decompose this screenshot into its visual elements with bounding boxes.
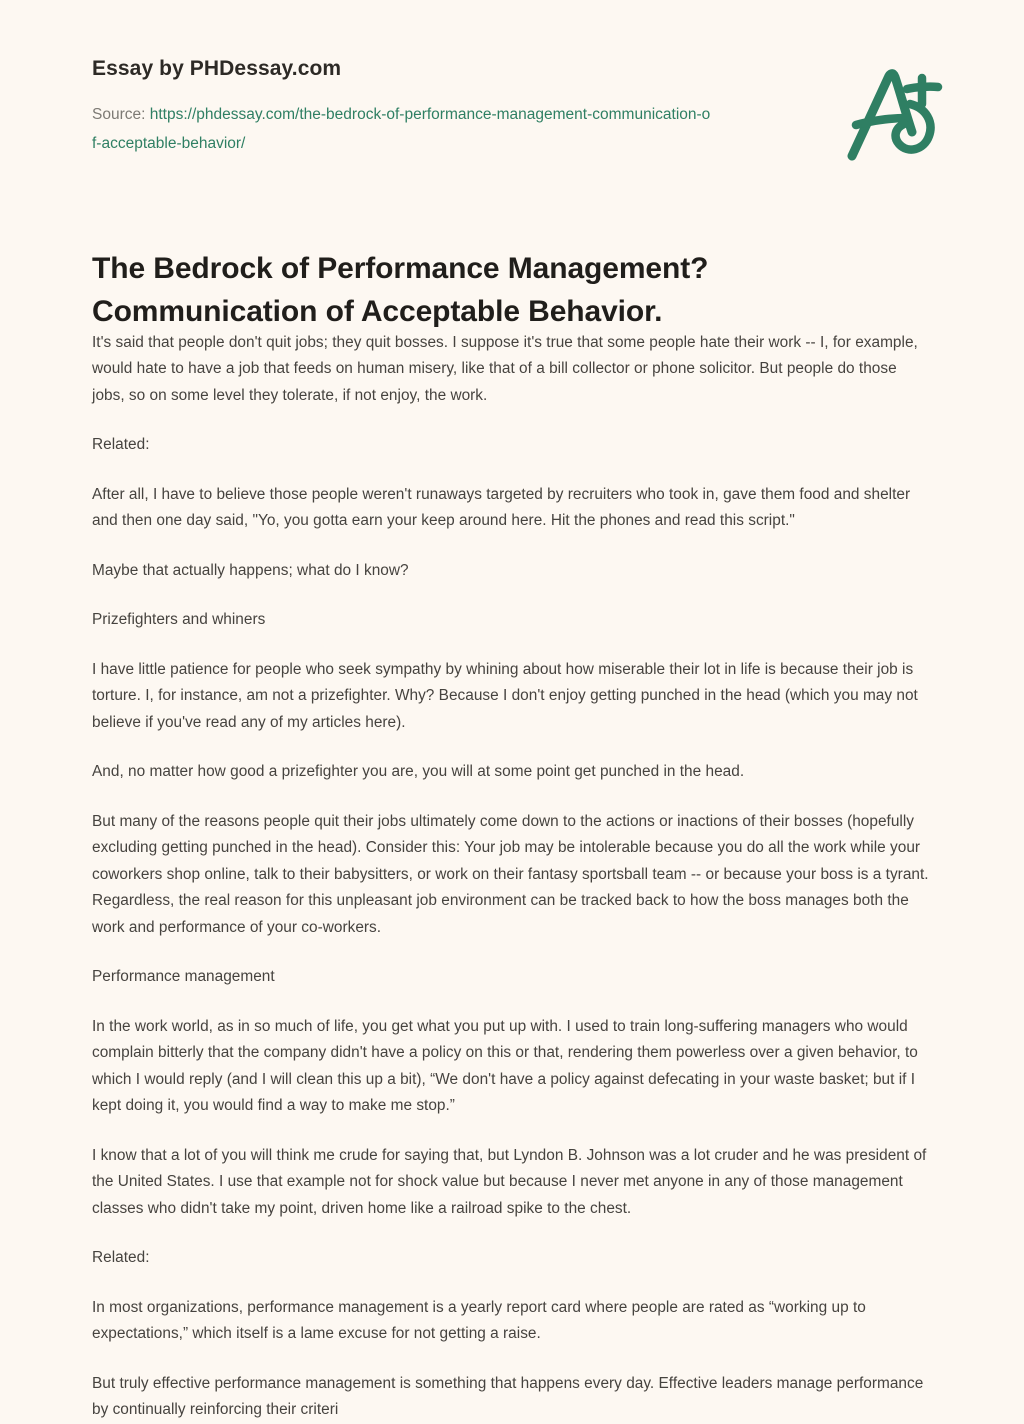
aplus-logo-icon bbox=[834, 52, 954, 172]
paragraph: After all, I have to believe those people weren't runaways targeted by recruiters who took in, gave them food and shelter and then one day said, "Yo, you gotta earn your keep around here. Hit the phones and read this script." bbox=[92, 485, 911, 530]
related-label: Related: bbox=[92, 436, 150, 454]
source-label: Source: bbox=[92, 106, 146, 124]
paragraph: It's said that people don't quit jobs; they quit bosses. I suppose it's true that some people hate their work -- I, for example, would hate to have a job that feeds on human misery, like that of a bill collector or phone solicitor. But people do those jobs, so on some level they tolerate, if not enjoy, the work. bbox=[92, 334, 918, 404]
paragraph: I know that a lot of you will think me crude for saying that, but Lyndon B. Johnson was a lot cruder and he was president of the United States. I use that example not for shock value but because I never met anyone in any of those management classes who didn't take my point, driven home like a railroad spike to the chest. bbox=[92, 1146, 927, 1217]
source-line bbox=[92, 101, 712, 158]
paragraph: Maybe that actually happens; what do I know? bbox=[92, 561, 409, 579]
paragraph: In most organizations, performance management is a yearly report card where people are rated as “working up to expectations,” which itself is a lame excuse for not getting a raise. bbox=[92, 1298, 866, 1343]
paragraph-truncated: But truly effective performance management is something that happens every day. Effective leaders manage performance by continually reinforcing their criteri bbox=[92, 1374, 924, 1419]
paragraph: And, no matter how good a prizefighter you are, you will at some point get punched in the head. bbox=[92, 763, 745, 781]
section-heading-prizefighters: Prizefighters and whiners bbox=[92, 611, 266, 629]
source-url-link[interactable]: https://phdessay.com/the-bedrock-of-performance-management-communication-of-acceptable-behavior/ bbox=[92, 106, 711, 152]
brand-title: Essay by PHDessay.com bbox=[92, 57, 342, 80]
article-body bbox=[92, 330, 932, 1424]
page-title: The Bedrock of Performance Management? Communication of Acceptable Behavior. bbox=[92, 252, 709, 328]
section-heading-performance-management: Performance management bbox=[92, 968, 275, 986]
document-header bbox=[92, 56, 952, 159]
related-label: Related: bbox=[92, 1249, 150, 1267]
paragraph: I have little patience for people who seek sympathy by whining about how miserable their lot in life is because their job is torture. I, for instance, am not a prizefighter. Why? Because I don't enjoy getting punched in the head (which you may not believe if you've read any of my articles here). bbox=[92, 660, 918, 731]
paragraph: In the work world, as in so much of life, you get what you put up with. I used to train long-suffering managers who would complain bitterly that the company didn't have a policy on this or that, rendering them powerless over a given behavior, to which I would reply (and I will clean this up a bit), “We don't have a policy against defecating in your waste basket; but if I kept doing it, you would find a way to make me stop.” bbox=[92, 1017, 918, 1115]
paragraph: But many of the reasons people quit their jobs ultimately come down to the actions or inactions of their bosses (hopefully excluding getting punched in the head). Consider this: Your job may be intolerable because you do all the work while your coworkers shop online, talk to their babysitters, or work on their fantasy sportsball team -- or because your boss is a tyrant. Regardless, the real reason for this unpleasant job environment can be tracked back to how the boss manages both the work and performance of your co-workers. bbox=[92, 812, 929, 936]
